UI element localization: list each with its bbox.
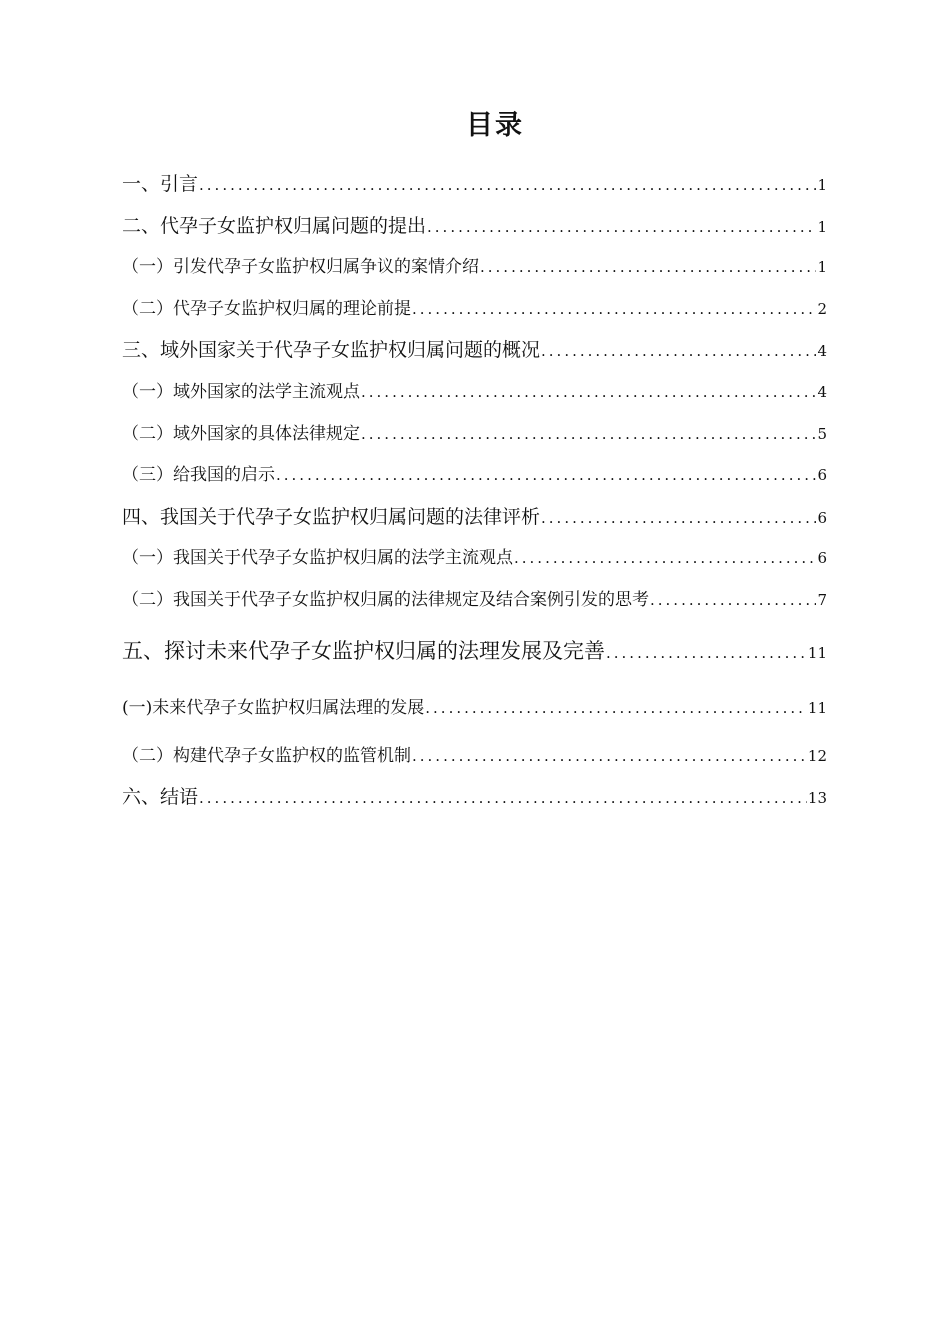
- toc-leader-dots: [541, 498, 816, 539]
- toc-entry-label: （一）引发代孕子女监护权归属争议的案情介绍: [122, 257, 479, 278]
- toc-entry-2-1[interactable]: [122, 247, 827, 289]
- toc-entry-page: 1: [817, 176, 827, 194]
- toc-leader-dots: [412, 736, 807, 778]
- toc-entry-page: 2: [817, 299, 827, 318]
- toc-entry-page: 4: [817, 342, 827, 361]
- toc-entry-page: 5: [817, 424, 827, 443]
- toc-entry-page: 11: [807, 643, 827, 662]
- toc-entry-label: (一)未来代孕子女监护权归属法理的发展: [122, 697, 425, 718]
- toc-entry-4[interactable]: [122, 497, 827, 539]
- toc-leader-dots: [480, 247, 816, 289]
- toc-leader-dots: [361, 414, 816, 456]
- toc-entry-4-1[interactable]: [122, 538, 827, 580]
- toc-leader-dots: [425, 680, 807, 736]
- toc-entry-label: （一）我国关于代孕子女监护权归属的法学主流观点: [122, 548, 513, 569]
- toc-leader-dots: [199, 165, 816, 206]
- toc-entry-label: 五、探讨未来代孕子女监护权归属的法理发展及完善: [122, 638, 605, 663]
- toc-entry-page: 4: [817, 382, 827, 401]
- table-of-contents: [122, 164, 827, 819]
- toc-entry-label: 一、引言: [122, 173, 199, 195]
- toc-entry-4-2[interactable]: [122, 580, 827, 622]
- toc-entry-page: 1: [817, 258, 827, 277]
- toc-entry-page: 11: [807, 698, 827, 717]
- toc-entry-label: （二）构建代孕子女监护权的监管机制: [122, 745, 411, 766]
- toc-leader-dots: [427, 207, 816, 248]
- toc-entry-label: （三）给我国的启示: [122, 465, 275, 486]
- toc-leader-dots: [650, 580, 816, 622]
- toc-entry-label: 四、我国关于代孕子女监护权归属问题的法律评析: [122, 505, 541, 528]
- toc-entry-page: 7: [817, 590, 827, 609]
- toc-entry-page: 12: [807, 746, 827, 765]
- toc-entry-2-2[interactable]: [122, 289, 827, 331]
- toc-entry-2[interactable]: [122, 206, 827, 248]
- toc-entry-page: 1: [817, 217, 827, 236]
- toc-entry-5[interactable]: [122, 622, 827, 680]
- toc-entry-label: （二）我国关于代孕子女监护权归属的法律规定及结合案例引发的思考: [122, 589, 649, 610]
- toc-leader-dots: [514, 538, 816, 580]
- toc-leader-dots: [606, 624, 807, 680]
- toc-entry-page: 6: [817, 549, 827, 568]
- toc-entry-page: 6: [817, 466, 827, 485]
- toc-leader-dots: [361, 372, 816, 414]
- toc-entry-label: 六、结语: [122, 786, 199, 809]
- toc-entry-1[interactable]: [122, 164, 827, 206]
- toc-leader-dots: [412, 289, 816, 331]
- toc-entry-3-1[interactable]: [122, 372, 827, 414]
- toc-entry-6[interactable]: [122, 777, 827, 819]
- toc-entry-label: 三、域外国家关于代孕子女监护权归属问题的概况: [122, 339, 541, 362]
- toc-entry-label: （二）代孕子女监护权归属的理论前提: [122, 298, 411, 319]
- toc-entry-page: 13: [807, 789, 827, 808]
- toc-entry-3-3[interactable]: [122, 455, 827, 497]
- toc-entry-3-2[interactable]: [122, 414, 827, 456]
- toc-entry-5-2[interactable]: [122, 736, 827, 778]
- toc-entry-label: （一）域外国家的法学主流观点: [122, 381, 360, 402]
- toc-entry-label: 二、代孕子女监护权归属问题的提出: [122, 214, 427, 237]
- toc-title: 目录: [466, 110, 524, 141]
- toc-leader-dots: [199, 778, 807, 819]
- toc-entry-label: （二）域外国家的具体法律规定: [122, 423, 360, 444]
- toc-entry-5-1[interactable]: [122, 680, 827, 736]
- toc-leader-dots: [276, 455, 816, 497]
- toc-entry-3[interactable]: [122, 330, 827, 372]
- toc-leader-dots: [541, 331, 816, 372]
- toc-entry-page: 6: [817, 508, 827, 527]
